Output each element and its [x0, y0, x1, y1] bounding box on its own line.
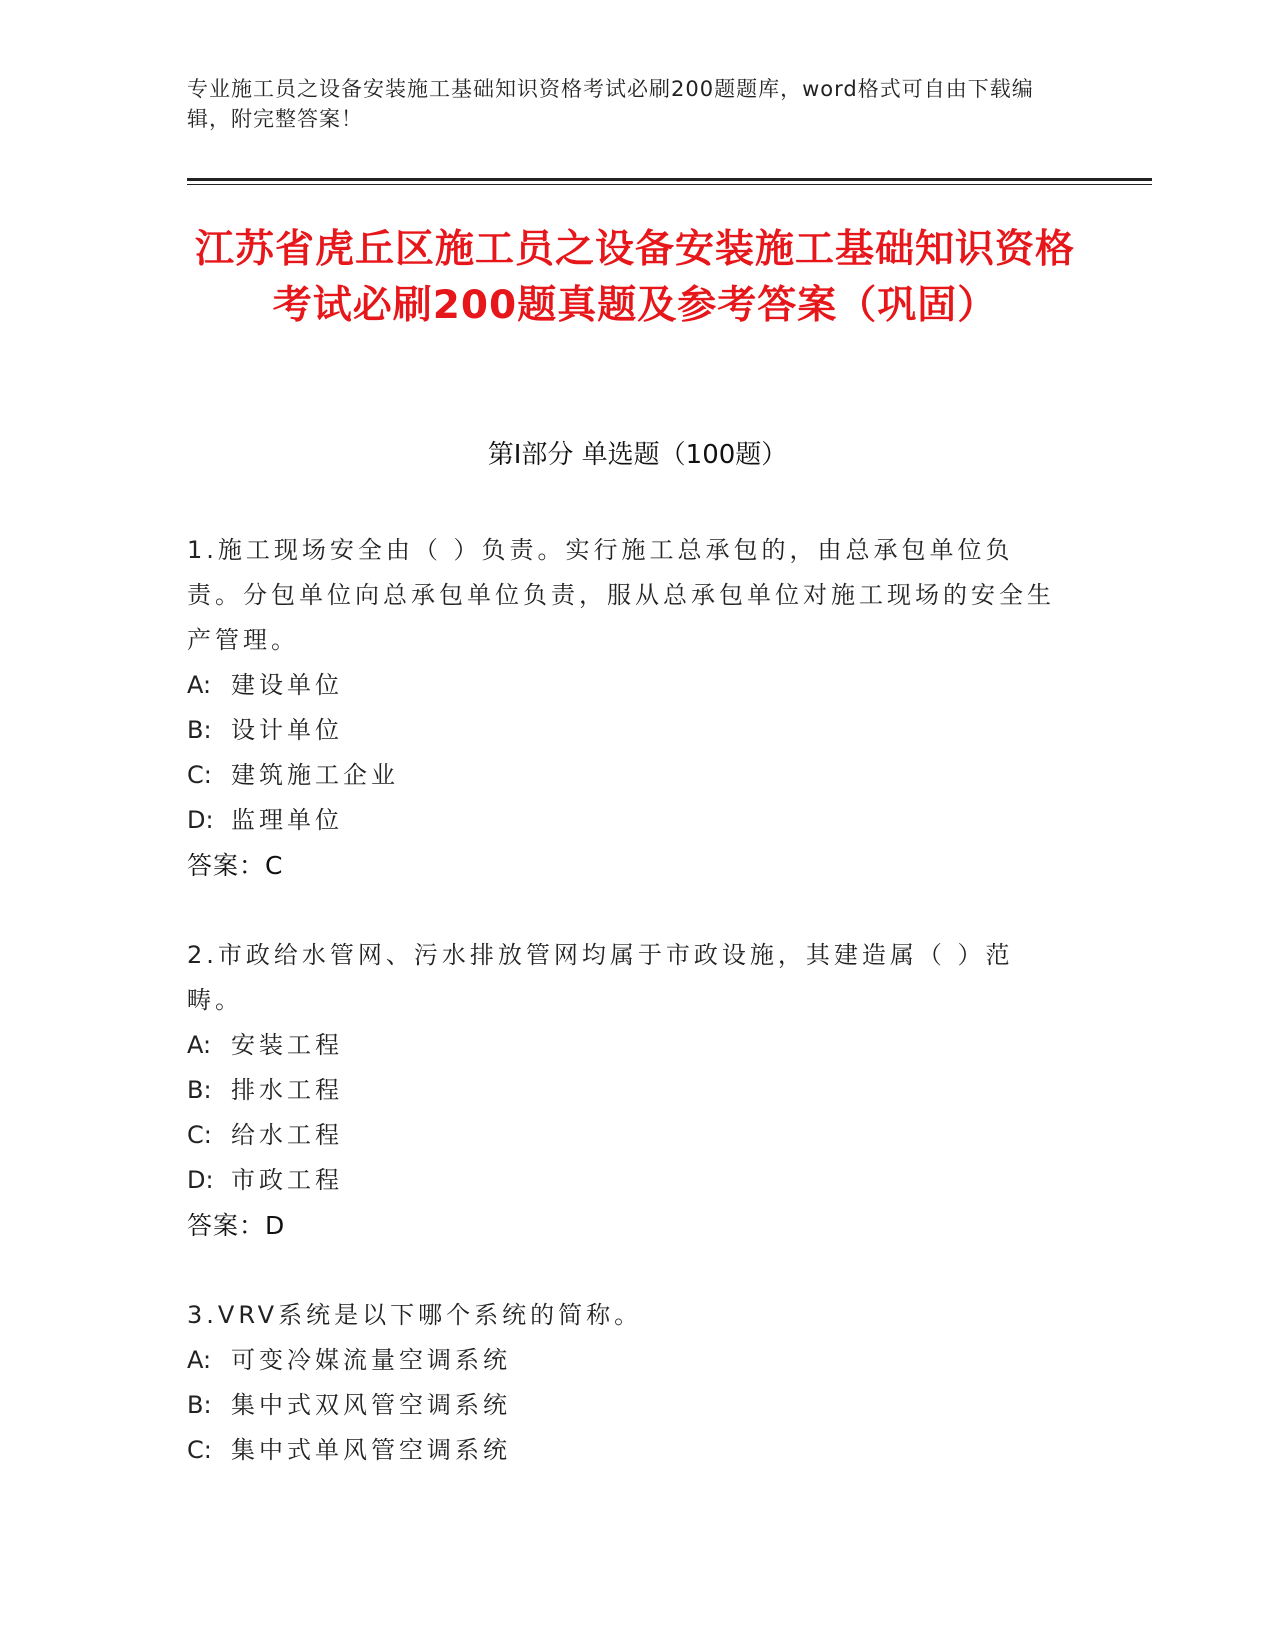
- header-note: 专业施工员之设备安装施工基础知识资格考试必刷200题题库，word格式可自由下载编辑，附完整答案！: [187, 77, 1034, 131]
- header-rule-thin: [187, 184, 1152, 185]
- option-text: 安装工程: [231, 1031, 343, 1059]
- option-text: 市政工程: [231, 1166, 343, 1194]
- option-c: [187, 1428, 1067, 1473]
- option-text: 建筑施工企业: [231, 761, 399, 789]
- option-a: [187, 663, 1067, 708]
- question-3: [187, 1293, 1067, 1473]
- option-b: [187, 1068, 1067, 1113]
- question-stem: 1.施工现场安全由（ ）负责。实行施工总承包的，由总承包单位负责。分包单位向总承包单位负责，服从总承包单位对施工现场的安全生产管理。: [187, 536, 1055, 654]
- option-key: B:: [187, 1391, 212, 1419]
- option-text: 排水工程: [231, 1076, 343, 1104]
- option-key: C:: [187, 1121, 212, 1149]
- question-stem: 3.VRV系统是以下哪个系统的简称。: [187, 1301, 643, 1329]
- option-a: [187, 1338, 1067, 1383]
- document-title: 江苏省虎丘区施工员之设备安装施工基础知识资格考试必刷200题真题及参考答案（巩固）: [195, 227, 1076, 328]
- option-text: 集中式单风管空调系统: [231, 1436, 511, 1464]
- option-text: 给水工程: [231, 1121, 343, 1149]
- option-b: [187, 708, 1067, 753]
- option-key: A:: [187, 1346, 212, 1374]
- option-c: [187, 753, 1067, 798]
- option-key: A:: [187, 1031, 212, 1059]
- option-key: B:: [187, 1076, 212, 1104]
- option-text: 监理单位: [231, 806, 343, 834]
- option-key: D:: [187, 806, 214, 834]
- header-rule-thick: [187, 178, 1152, 181]
- option-a: [187, 1023, 1067, 1068]
- option-d: [187, 1158, 1067, 1203]
- section-heading: 第Ⅰ部分 单选题（100题）: [487, 440, 788, 470]
- option-text: 建设单位: [231, 671, 343, 699]
- option-key: A:: [187, 671, 212, 699]
- option-text: 设计单位: [231, 716, 343, 744]
- question-1: [187, 528, 1067, 889]
- answer: 答案：D: [187, 1211, 286, 1240]
- option-key: D:: [187, 1166, 214, 1194]
- question-stem: 2.市政给水管网、污水排放管网均属于市政设施，其建造属（ ）范畴。: [187, 941, 1014, 1014]
- option-b: [187, 1383, 1067, 1428]
- option-d: [187, 798, 1067, 843]
- option-c: [187, 1113, 1067, 1158]
- option-key: C:: [187, 761, 212, 789]
- question-list: [187, 528, 1067, 1517]
- option-text: 可变冷媒流量空调系统: [231, 1346, 511, 1374]
- option-key: C:: [187, 1436, 212, 1464]
- answer: 答案：C: [187, 851, 284, 880]
- question-2: [187, 933, 1067, 1249]
- option-text: 集中式双风管空调系统: [231, 1391, 511, 1419]
- option-key: B:: [187, 716, 212, 744]
